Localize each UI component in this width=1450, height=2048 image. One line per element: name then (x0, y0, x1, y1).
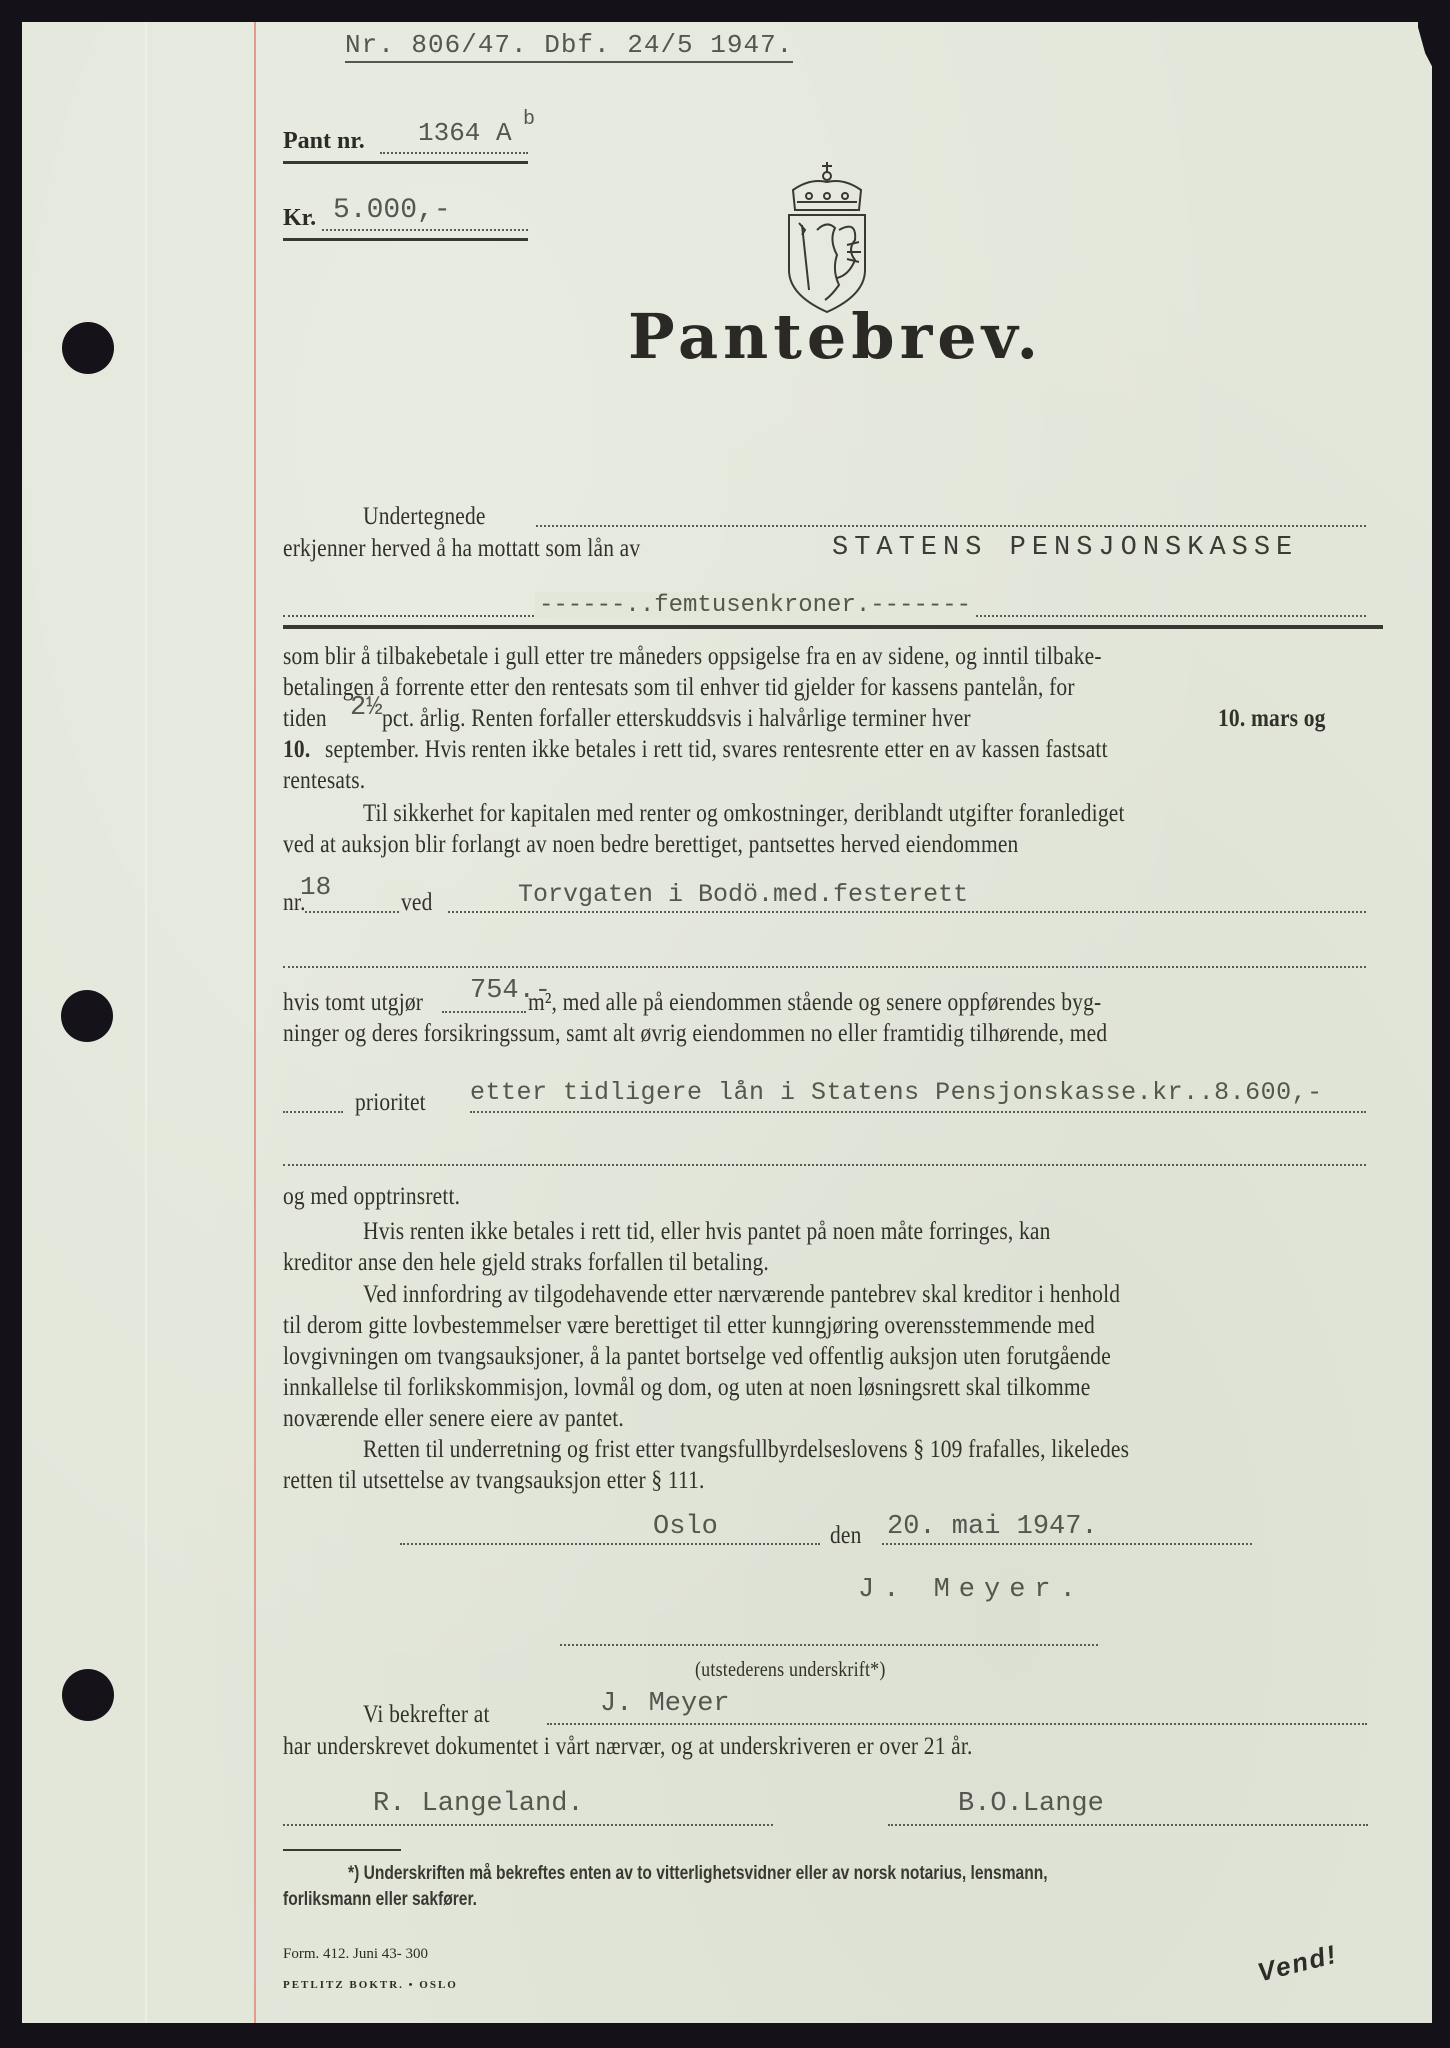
page-title: Pantebrev. (628, 300, 1044, 373)
property-nr-field (305, 911, 399, 913)
paragraph-4-line-2: kreditor anse den hele gjeld straks forfallen til betaling. (283, 1249, 769, 1276)
property-address: Torvgaten i Bodö.med.festerett (518, 880, 969, 909)
paragraph-1-line-1: som blir å tilbakebetale i gull etter tre måneders oppsigelse fra en av sidene, og inntil tilbake- (283, 643, 1102, 670)
footnote-rule (283, 1849, 401, 1851)
issuer-signature-caption: (utstederens underskrift*) (695, 1657, 886, 1681)
punch-hole (62, 322, 114, 374)
footnote-line-1: *) Underskriften må bekreftes enten av to vitterlighetsvidner eller av norsk notarius, lensmann, (348, 1863, 1048, 1884)
undertegnede-label: Undertegnede (363, 503, 486, 530)
lender-line-text: erkjenner herved å ha mottatt som lån av (283, 535, 641, 562)
area-value: 754.- (470, 976, 552, 1006)
footnote-line-2: forliksmann eller sakfører. (283, 1889, 477, 1910)
witness-signed-name: J. Meyer (600, 1689, 730, 1719)
issuer-signature: J. Meyer. (858, 1575, 1085, 1605)
paragraph-1-line-5: rentesats. (283, 767, 366, 794)
place-value: Oslo (653, 1512, 718, 1542)
date-field (882, 1543, 1252, 1545)
pant-nr-label: Pant nr. (283, 128, 365, 154)
amount-words-rule (283, 625, 1383, 629)
paragraph-5-line-1: Ved innfordring av tilgodehavende etter nærværende pantebrev skal kreditor i henhold (363, 1281, 1121, 1308)
turn-over-stamp: Vend! (1254, 1938, 1341, 1988)
amount-dots (322, 229, 528, 231)
paragraph-5-line-2: til derom gitte lovbestemmelser være berettiget til etter kunngjøring overensstemmende med (283, 1312, 1095, 1339)
property-nr-label: nr. (283, 889, 306, 916)
property-nr-value: 18 (300, 872, 332, 902)
witness-name-field (547, 1723, 1367, 1725)
area-label: hvis tomt utgjør (283, 989, 424, 1016)
interest-term-1: 10. mars og (1218, 705, 1326, 732)
date-den-label: den (830, 1522, 862, 1549)
witness-1-signature: R. Langeland. (373, 1789, 584, 1819)
lender-name: STATENS PENSJONSKASSE (832, 533, 1299, 563)
place-field (400, 1543, 820, 1545)
interest-rate-value: 2½ (350, 693, 383, 723)
witness-intro: Vi bekrefter at (363, 1701, 490, 1728)
paragraph-1-line-4: september. Hvis renten ikke betales i rett tid, svares rentesrente etter en av kassen fastsatt (325, 736, 1108, 763)
property-ved-field (448, 911, 1366, 913)
tiden-label: tiden (283, 705, 327, 732)
paragraph-1-line-2: betalingen å forrente etter den rentesats som til enhver tid gjelder for kassens pantelån, for (283, 674, 1075, 701)
priority-extra-field (283, 1164, 1366, 1166)
area-unit-text: m², med alle på eiendommen stående og senere oppførendes byg- (528, 989, 1102, 1016)
paragraph-5-line-5: noværende eller senere eiere av pantet. (283, 1405, 624, 1432)
priority-prefix-dots (283, 1111, 343, 1113)
paragraph-6-line-2: retten til utsettelse av tvangsauksjon etter § 111. (283, 1467, 705, 1494)
witness-statement: har underskrevet dokumentet i vårt nærvær, og at underskriveren er over 21 år. (283, 1733, 973, 1760)
undertegnede-field (536, 525, 1366, 527)
paragraph-5-line-4: innkallelse til forlikskommisjon, lovmål og dom, og uten at noen løsningsrett skal tilkomme (283, 1374, 1091, 1401)
paragraph-1-line-3: pct. årlig. Renten forfaller etterskuddsvis i halvårlige terminer hver (382, 705, 971, 732)
pant-nr-dots (380, 152, 528, 154)
punch-hole (61, 990, 113, 1042)
witness-1-line (283, 1824, 773, 1826)
form-number: Form. 412. Juni 43- 300 (283, 1946, 429, 1962)
pant-nr-rule (283, 161, 528, 164)
amount-in-words: ------..femtusenkroner.------- (535, 592, 975, 619)
amount-value: 5.000,- (333, 195, 451, 226)
opptrinsrett-text: og med opptrinsrett. (283, 1183, 461, 1210)
coat-of-arms-icon (777, 160, 877, 315)
amount-label: Kr. (283, 205, 317, 231)
paragraph-4-line-1: Hvis renten ikke betales i rett tid, eller hvis pantet på noen måte forringes, kan (363, 1218, 1051, 1245)
pant-nr-superscript: b (523, 108, 536, 131)
margin-line (254, 22, 256, 2023)
printer-imprint: PETLITZ BOKTR. • OSLO (283, 1979, 458, 1991)
property-extra-field (283, 966, 1366, 968)
priority-field (470, 1111, 1366, 1113)
interest-term-2: 10. (283, 736, 311, 763)
paragraph-3: ninger og deres forsikringssum, samt alt øvrig eiendommen no eller framtidig tilhørende, med (283, 1020, 1108, 1047)
area-field (442, 1011, 526, 1013)
priority-label: prioritet (355, 1089, 426, 1116)
amount-rule (283, 238, 528, 241)
witness-2-signature: B.O.Lange (958, 1789, 1104, 1819)
paragraph-2-line-2: ved at auksjon blir forlangt av noen bedre berettiget, pantsettes herved eiendommen (283, 831, 1019, 858)
paragraph-2-line-1: Til sikkerhet for kapitalen med renter og omkostninger, deriblandt utgifter foranlediget (363, 800, 1125, 827)
priority-value: etter tidligere lån i Statens Pensjonskasse.kr..8.600,- (470, 1078, 1323, 1107)
paper-fold (145, 22, 147, 2023)
date-value: 20. mai 1947. (887, 1512, 1098, 1542)
paragraph-6-line-1: Retten til underretning og frist etter tvangsfullbyrdelseslovens § 109 frafalles, likeledes (363, 1436, 1130, 1463)
issuer-signature-line (560, 1644, 1098, 1646)
punch-hole (62, 1669, 114, 1721)
property-ved-label: ved (401, 889, 433, 916)
witness-2-line (888, 1824, 1368, 1826)
registration-reference: Nr. 806/47. Dbf. 24/5 1947. (345, 30, 793, 63)
paragraph-5-line-3: lovgivningen om tvangsauksjoner, å la pantet bortselge ved offentlig auksjon uten forutgående (283, 1343, 1111, 1370)
pant-nr-value: 1364 A (418, 118, 512, 148)
